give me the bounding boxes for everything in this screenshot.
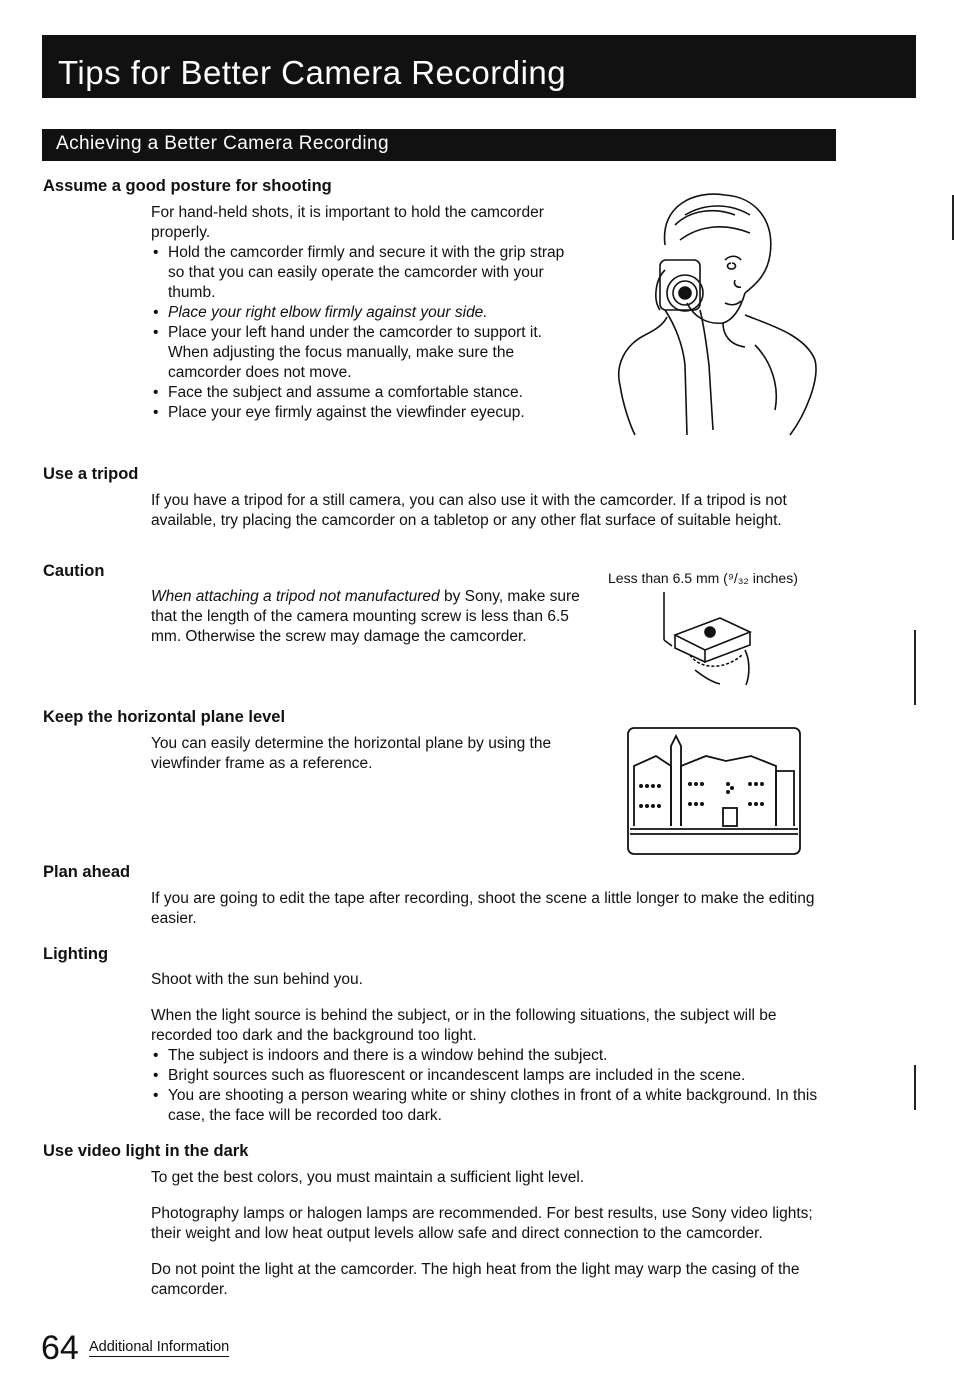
lighting-bullet: • You are shooting a person wearing white or shiny clothes in front of a white background. In this case, the face will be recorded too dark.: [151, 1086, 841, 1126]
video-light-text-2: Photography lamps or halogen lamps are recommended. For best results, use Sony video lights; their weight and low heat output levels allow safe and direct connection to the camcorder.: [151, 1205, 813, 1242]
posture-bullet: • Place your eye firmly against the viewfinder eyecup.: [151, 403, 566, 423]
tripod-heading: Use a tripod: [43, 465, 139, 483]
lighting-bullet: • The subject is indoors and there is a window behind the subject.: [151, 1046, 841, 1066]
tripod-screw-illustration: [650, 590, 765, 690]
margin-mark: [914, 630, 916, 705]
section-subtitle: Achieving a Better Camera Recording: [56, 133, 389, 154]
posture-bullet: • Place your left hand under the camcorder to support it. When adjusting the focus manually, make sure the camcorder does not move.: [151, 323, 566, 383]
caution-rest: by Sony, make sure that the length of the camera mounting screw is less than 6.5 mm. Otherwise the screw may damage the camcorder.: [151, 588, 580, 645]
lighting-body: [151, 970, 841, 1126]
lighting-heading: Lighting: [43, 945, 109, 963]
horizontal-text: You can easily determine the horizontal plane by using the viewfinder frame as a reference.: [151, 735, 552, 772]
viewfinder-frame-illustration: [626, 726, 802, 856]
video-light-heading: Use video light in the dark: [43, 1142, 249, 1160]
plan-text: If you are going to edit the tape after recording, shoot the scene a little longer to make the editing easier.: [151, 890, 815, 927]
lighting-text-1: Shoot with the sun behind you.: [151, 971, 363, 988]
posture-bullet: • Place your right elbow firmly against your side.: [151, 303, 566, 323]
page-number: 64: [41, 1329, 79, 1367]
margin-mark: [914, 1065, 916, 1110]
posture-intro: For hand-held shots, it is important to hold the camcorder properly.: [151, 204, 544, 241]
caution-heading: Caution: [43, 562, 105, 580]
plan-heading: Plan ahead: [43, 863, 131, 881]
video-light-text-3: Do not point the light at the camcorder. The high heat from the light may warp the casing of the camcorder.: [151, 1261, 800, 1298]
horizontal-heading: Keep the horizontal plane level: [43, 708, 286, 726]
posture-body: [151, 203, 576, 423]
footer-section: Additional Information: [89, 1339, 230, 1355]
person-with-camcorder-illustration: [605, 185, 830, 440]
page-title: Tips for Better Camera Recording: [58, 54, 567, 91]
lighting-bullet: • Bright sources such as fluorescent or incandescent lamps are included in the scene.: [151, 1066, 841, 1086]
video-light-body: [151, 1168, 841, 1300]
posture-heading: Assume a good posture for shooting: [43, 177, 332, 195]
video-light-text-1: To get the best colors, you must maintain a sufficient light level.: [151, 1169, 585, 1186]
caution-text: [151, 587, 581, 647]
lighting-text-2: When the light source is behind the subject, or in the following situations, the subject will be recorded too dark and the background too light.: [151, 1007, 777, 1044]
posture-bullet: • Face the subject and assume a comfortable stance.: [151, 383, 566, 403]
caution-italic: When attaching a tripod not manufactured: [151, 588, 440, 605]
screw-caption: Less than 6.5 mm (⁹/₃₂ inches): [608, 570, 798, 586]
posture-bullet: • Hold the camcorder firmly and secure it with the grip strap so that you can easily operate the camcorder with your thumb.: [151, 243, 566, 303]
tripod-text: If you have a tripod for a still camera, you can also use it with the camcorder. If a tripod is not available, try placing the camcorder on a tabletop or any other flat surface of suitable height.: [151, 492, 787, 529]
